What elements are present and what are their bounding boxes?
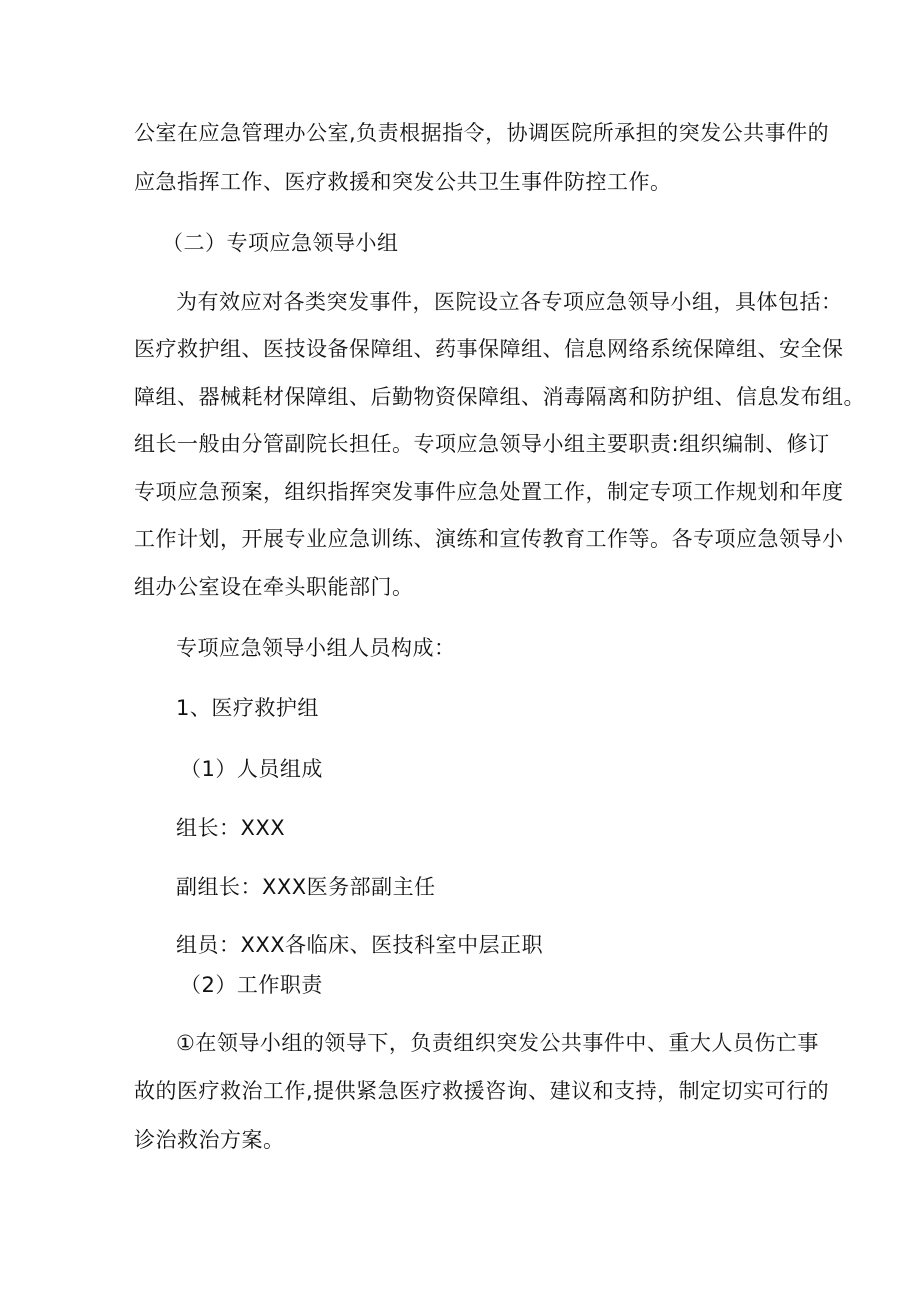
duty-1-line-1: ①在领导小组的领导下，负责组织突发公共事件中、重大人员伤亡事 bbox=[176, 1031, 819, 1055]
duties-heading: （2）工作职责 bbox=[180, 973, 323, 997]
group-1-title: 1、医疗救护组 bbox=[176, 696, 319, 720]
paragraph-2-line-2: 医疗救护组、医技设备保障组、药事保障组、信息网络系统保障组、安全保 bbox=[134, 337, 844, 361]
members-heading: （1）人员组成 bbox=[180, 757, 323, 781]
paragraph-2-line-6: 工作计划，开展专业应急训练、演练和宣传教育工作等。各专项应急领导小 bbox=[134, 527, 844, 551]
paragraph-2-line-1: 为有效应对各类突发事件，医院设立各专项应急领导小组，具体包括： bbox=[176, 290, 843, 314]
paragraph-2-line-4: 组长一般由分管副院长担任。专项应急领导小组主要职责:组织编制、修订 bbox=[134, 432, 830, 456]
leader-line: 组长：XXX bbox=[176, 816, 286, 840]
duty-1-line-2: 故的医疗救治工作,提供紧急医疗救援咨询、建议和支持，制定切实可行的 bbox=[134, 1079, 830, 1103]
composition-intro: 专项应急领导小组人员构成： bbox=[176, 636, 456, 660]
members-line: 组员：XXX各临床、医技科室中层正职 bbox=[176, 933, 544, 957]
duty-1-line-3: 诊治救治方案。 bbox=[134, 1128, 285, 1152]
paragraph-1-line-2: 应急指挥工作、医疗救援和突发公共卫生事件防控工作。 bbox=[134, 170, 672, 194]
paragraph-2-line-7: 组办公室设在牵头职能部门。 bbox=[134, 575, 414, 599]
paragraph-1-line-1: 公室在应急管理办公室,负责根据指令，协调医院所承担的突发公共事件的 bbox=[134, 121, 830, 145]
section-heading-2: （二）专项应急领导小组 bbox=[162, 231, 399, 255]
paragraph-2-line-3: 障组、器械耗材保障组、后勤物资保障组、消毒隔离和防护组、信息发布组。 bbox=[134, 385, 865, 409]
paragraph-2-line-5: 专项应急预案，组织指挥突发事件应急处置工作，制定专项工作规划和年度 bbox=[134, 480, 844, 504]
deputy-leader-line: 副组长：XXX医务部副主任 bbox=[176, 875, 436, 899]
